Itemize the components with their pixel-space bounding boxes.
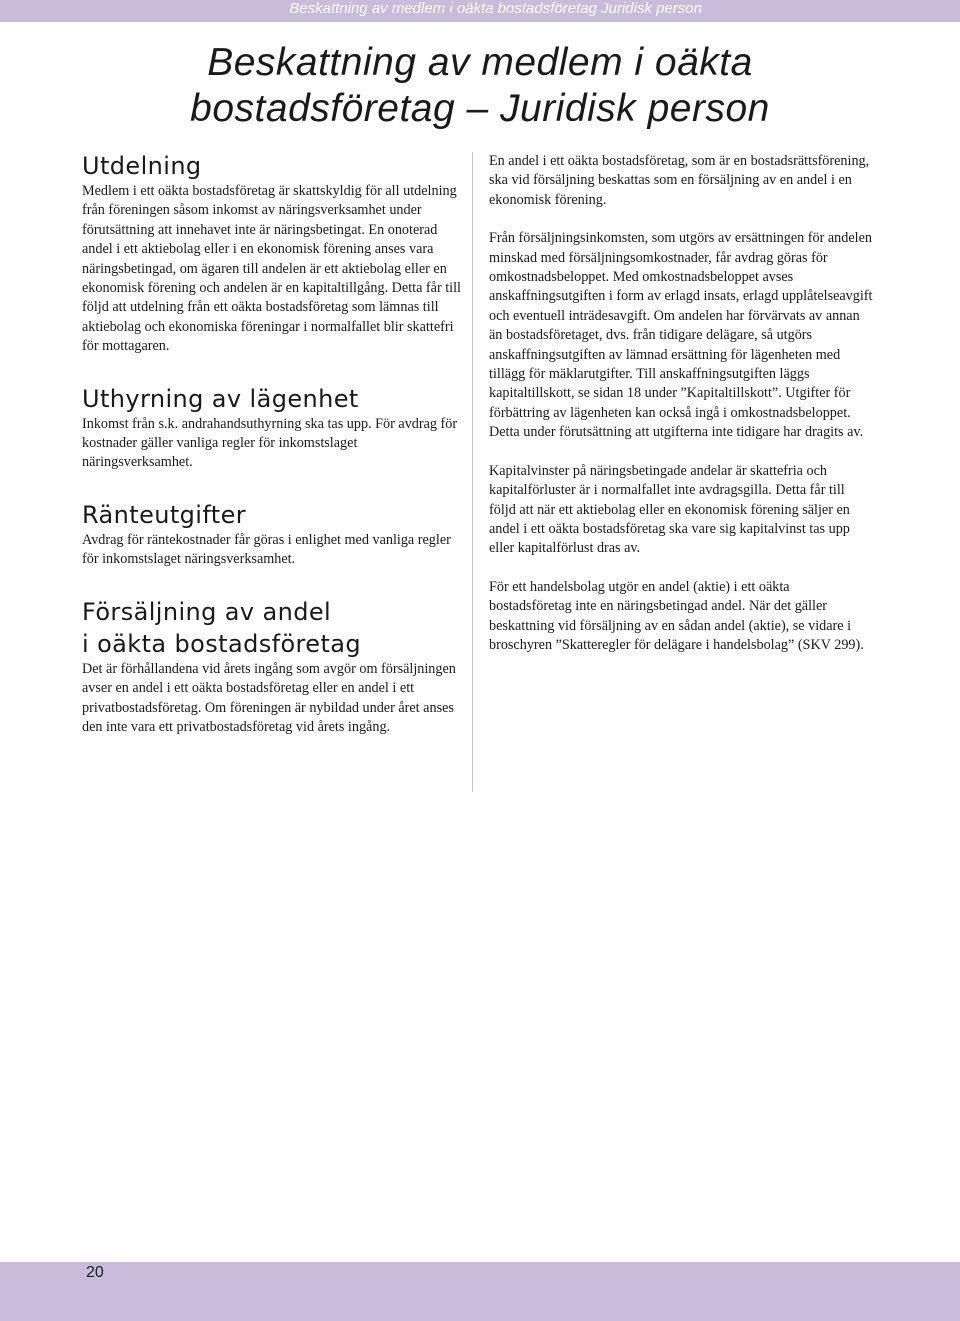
footer-band: [0, 1262, 960, 1321]
right-paragraph-2: Från försäljningsinkomsten, som utgörs av ersättningen för andelen minskad med försäljningsomkostnader, får avdrag göras för omkostnadsbeloppet. Med omkostnadsbeloppet avses anskaffningsutgiften i form av erlagd insats, erlagd upplåtelseavgift och eventuell inträdesavgift. Om andelen har förvärvats av annan än bostadsföretaget, dvs. från tidigare delägare, så utgörs anskaffningsutgiften av lämnad ersättning för lägenheten med tillägg för mäklarutgifter. Till anskaffningsutgiften läggs kapitaltillskott, se sidan 18 under ”Kapitaltillskott”. Utgifter för förbättring av lägenheten kan också ingå i omkostnadsbeloppet. Detta under förutsättning att utgifterna inte tidigare har dragits av.: [489, 230, 873, 441]
right-paragraph-1: En andel i ett oäkta bostadsföretag, som är en bostadsrättsförening, ska vid försäljning beskattas som en försäljning av en andel i en ekonomisk förening.: [489, 153, 870, 208]
right-paragraph-4: För ett handelsbolag utgör en andel (aktie) i ett oäkta bostadsföretag inte en näringsbetingad andel. När det gäller beskattning vid försäljning av en sådan andel (aktie), se vidare i broschyren ”Skatteregler för delägare i handelsbolag” (SKV 299).: [489, 578, 864, 653]
text-utdelning: Medlem i ett oäkta bostadsföretag är skattskyldig för all utdelning från föreningen såsom inkomst av näringsverksamhet under förutsättning att innehavet inte är näringsbetingat. En onoterad andel i ett aktiebolag eller i en ekonomisk förening anses vara näringsbetingad, om ägaren till andelen är ett aktiebolag eller en ekonomisk förening och andelen är en kapitaltillgång. Detta får till följd att utdelning från ett oäkta bostadsföretag som lämnas till aktiebolag och ekonomiska föreningar i normalfallet blir skattefri för mottagaren.: [82, 183, 461, 355]
section-uthyrning: [82, 383, 462, 473]
page-title-line2: bostadsföretag – Juridisk person: [190, 87, 770, 130]
text-uthyrning: Inkomst från s.k. andrahandsuthyrning ska tas upp. För avdrag för kostnader gäller vanliga regler för inkomstslaget näringsverksamhet.: [82, 415, 458, 471]
column-divider: [472, 152, 473, 792]
page-title-line1: Beskattning av medlem i oäkta: [207, 41, 753, 84]
right-column: [489, 152, 874, 674]
page-number: 20: [86, 1264, 104, 1281]
heading-utdelning: Utdelning: [82, 152, 202, 180]
section-utdelning: [82, 150, 462, 357]
heading-forsaljning-line1: Försäljning av andel: [82, 597, 332, 626]
text-ranteutgifter: Avdrag för räntekostnader får göras i enlighet med vanliga regler för inkomstslaget näringsverksamhet.: [82, 531, 451, 568]
section-ranteutgifter: [82, 499, 462, 570]
text-forsaljning: Det är förhållandena vid årets ingång som avgör om försäljningen avser en andel i ett oäkta bostadsföretag eller en andel i ett privatbostadsföretag. Om föreningen är nybildad under året anses den inte vara ett privatbostadsföretag vid årets ingång.: [82, 660, 456, 735]
page-title: [130, 40, 830, 132]
heading-forsaljning: [82, 596, 462, 660]
left-column: [82, 150, 462, 763]
heading-forsaljning-line2: i oäkta bostadsföretag: [82, 629, 361, 658]
heading-uthyrning: Uthyrning av lägenhet: [82, 384, 359, 413]
right-paragraph-3: Kapitalvinster på näringsbetingade andelar är skattefria och kapitalförluster är i normalfallet inte avdragsgilla. Detta får till följd att när ett aktiebolag eller en ekonomisk förening säljer en andel i ett oäkta bostadsföretag ska vare sig kapitalvinst tas upp eller kapitalförlust dras av.: [489, 462, 850, 557]
section-forsaljning: [82, 596, 462, 738]
heading-ranteutgifter: Ränteutgifter: [82, 500, 247, 529]
running-header: Beskattning av medlem i oäkta bostadsföretag Juridisk person: [289, 0, 702, 17]
